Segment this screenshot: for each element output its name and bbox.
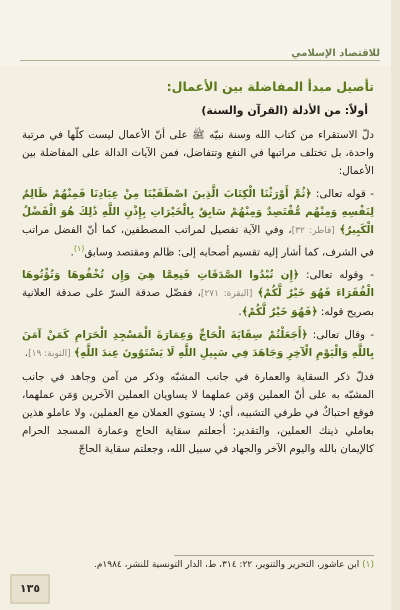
footnote-text: ابن عاشور، التحرير والتنوير، ٢٢: ٣١٤، ط، الدار التونسية للنشر، ١٩٨٤م. [93, 560, 360, 570]
quran-paragraph-3: - وقال تعالى: ﴿أَجَعَلْتُمْ سِقَايَةَ الْحَاجِّ وَعِمَارَةَ الْمَسْجِدِ الْحَرَامِ كَمَنْ آمَنَ بِاللَّهِ وَالْيَوْمِ الْآخِرِ وَجَاهَدَ فِي سَبِيلِ اللَّهِ لَا يَسْتَوُونَ عِندَ اللَّهِ﴾ [التوبة: ١٩]. [22, 329, 374, 360]
running-header [0, 0, 400, 66]
ayah-reference: [التوبة: ١٩] [28, 349, 71, 360]
footnote [30, 560, 374, 570]
footnote-rule [174, 555, 374, 556]
lead-text: - وقال تعالى: [307, 329, 374, 342]
commentary-text: ، ففضّل صدقة السرّ على صدقة العلانية بصريح قوله: [22, 287, 374, 319]
intro-paragraph: دلّ الاستقراء من كتاب الله وسنة نبيّه ﷺ على أنّ الأعمال ليست كلّها في مرتبة واحدة، بل تختلف مراتبها في النفع وتتفاضل، فمن الآيات الدالة على المفاضلة بين الأعمال: [22, 129, 374, 177]
ayah-quote: ﴿فَهُوَ خَيْرٌ لَّكُمْ﴾ [241, 306, 318, 319]
ayah-text: ﴿ثُمَّ أَوْرَثْنَا الْكِتَابَ الَّذِينَ اصْطَفَيْنَا مِنْ عِبَادِنَا فَمِنْهُمْ ظَالِمٌ لِنَفْسِهِ وَمِنْهُم مُّقْتَصِدٌ وَمِنْهُمْ سَابِقٌ بِالْخَيْرَاتِ بِإِذْنِ اللَّهِ ذَٰلِكَ هُوَ الْفَضْلُ الْكَبِيرُ﴾ [22, 188, 374, 236]
page-edge [391, 0, 400, 610]
page-body [22, 72, 374, 463]
ayah-reference: [البقرة: ٢٧١] [200, 289, 253, 300]
page-number-badge [10, 574, 50, 604]
quran-paragraph-2: - وقوله تعالى: ﴿إِن تُبْدُوا الصَّدَقَاتِ فَنِعِمَّا هِيَ وَإِن تُخْفُوهَا وَتُؤْتُوهَا الْفُقَرَاءَ فَهُوَ خَيْرٌ لَّكُمْ﴾ [البقرة: ٢٧١]، ففضّل صدقة السرّ على صدقة العلانية بصريح قوله: ﴿فَهُوَ خَيْرٌ لَّكُمْ﴾. [22, 269, 375, 319]
page-number: ١٣٥ [19, 582, 41, 595]
lead-text: - وقوله تعالى: [299, 269, 374, 282]
ayah-reference: [فاطر: ٣٢] [291, 226, 335, 236]
ayah-text: ﴿إِن تُبْدُوا الصَّدَقَاتِ فَنِعِمَّا هِيَ وَإِن تُخْفُوهَا وَتُؤْتُوهَا الْفُقَرَاءَ فَهُوَ خَيْرٌ لَّكُمْ﴾ [22, 269, 375, 300]
subheading: أولاً: من الأدلة (القرآن والسنة) [201, 104, 368, 117]
commentary-text: ، وفي الآية تفصيل لمراتب المصطفين، كما أنّ الفضل مراتب في الشرف، كما أشار إليه تقسيم أصحابه إلى: ظالم ومقتصد وسابق [22, 224, 374, 259]
section-title: تأصيل مبدأ المفاضلة بين الأعمال: [166, 79, 374, 94]
footnote-number: (١) [362, 560, 374, 570]
lead-text: - قوله تعالى: [311, 188, 374, 200]
final-paragraph: فدلّ ذكر السقاية والعمارة في جانب المشبّه وذكر من آمن وجاهد في جانب المشبّه به على أنّ العملين وَمَن عملهما لا يساويان العملين الآخرين وَمَن عملهما، فوقع احتباكٌ في طرفي التشبيه، أي: لا يستوي العملان مع العملين، ولا عاملو هذين بعاملي ذينك العملين، والتقدير: أجعلتم سقاية الحاج وعمارة المسجد الحرام كالإيمان بالله واليوم الآخر والجهاد في سبيل الله، وجعلتم سقاية الحاجّ [22, 371, 374, 456]
ayah-text: ﴿أَجَعَلْتُمْ سِقَايَةَ الْحَاجِّ وَعِمَارَةَ الْمَسْجِدِ الْحَرَامِ كَمَنْ آمَنَ بِاللَّهِ وَالْيَوْمِ الْآخِرِ وَجَاهَدَ فِي سَبِيلِ اللَّهِ لَا يَسْتَوُونَ عِندَ اللَّهِ﴾ [22, 329, 374, 360]
quran-paragraph-1: - قوله تعالى: ﴿ثُمَّ أَوْرَثْنَا الْكِتَابَ الَّذِينَ اصْطَفَيْنَا مِنْ عِبَادِنَا فَمِنْهُمْ ظَالِمٌ لِنَفْسِهِ وَمِنْهُم مُّقْتَصِدٌ وَمِنْهُمْ سَابِقٌ بِالْخَيْرَاتِ بِإِذْنِ اللَّهِ ذَٰلِكَ هُوَ الْفَضْلُ الْكَبِيرُ﴾ [فاطر: ٣٢]، وفي الآية تفصيل لمراتب المصطفين، كما أنّ الفضل مراتب في الشرف، كما أشار إليه تقسيم أصحابه إلى: ظالم ومقتصد وسابق$^{(١)}$. [22, 188, 374, 259]
header-rule [20, 60, 380, 61]
header-title: للاقتصاد الإسلامي [291, 48, 380, 59]
footnote-marker: (١) [73, 244, 85, 253]
